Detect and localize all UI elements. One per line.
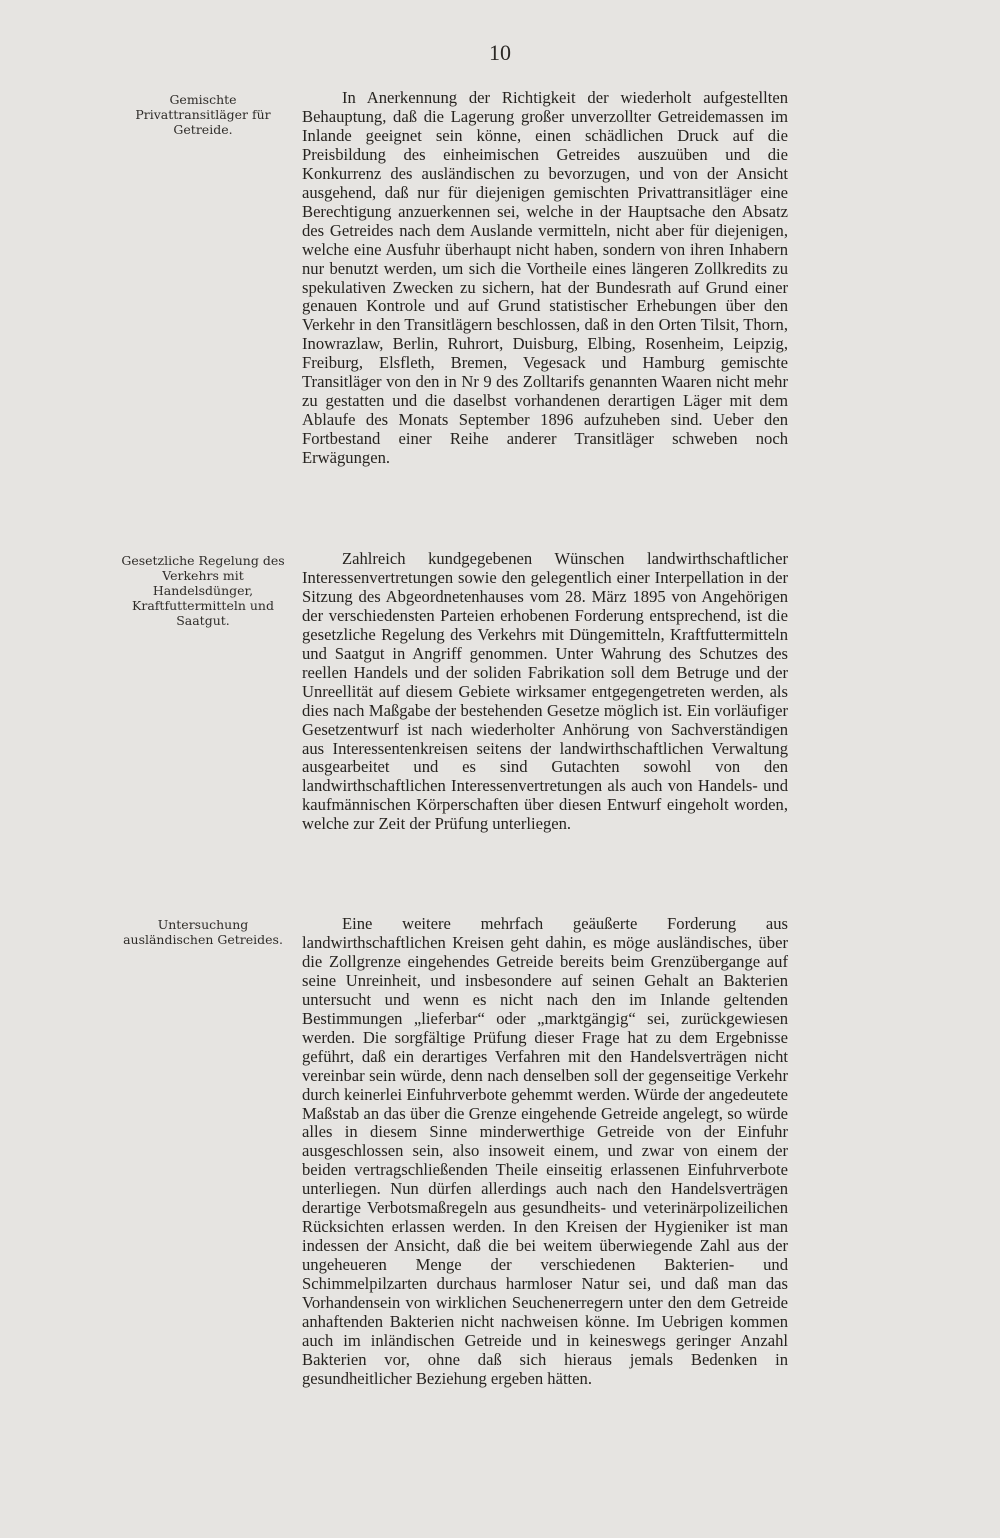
paragraph-text: Eine weitere mehrfach geäußerte Forderung aus landwirthschaftlichen Kreisen geht dahin, es möge ausländisches, über die Zollgrenze eingehendes Getreide bereits beim Grenzübergange auf seine Unreinheit, und insbesondere auf seinen Gehalt an Bakterien untersucht und wenn es nicht nach den im Inlande geltenden Bestimmungen „lieferbar“ oder „marktgängig“ sei, zurückgewiesen werden. Die sorgfältige Prüfung dieser Frage hat zu dem Ergebnisse geführt, daß ein derartiges Verfahren mit den Handelsverträgen nicht vereinbar sein würde, denn nach denselben soll der gegenseitige Verkehr durch keinerlei Einfuhrverbote gehemmt werden. Würde der angedeutete Maßstab an das über die Grenze eingehende Getreide angelegt, so würde alles in diesem Sinne minderwerthige Getreide von der Einfuhr ausgeschlossen sein, also insoweit einem, und zwar von einem der beiden vertragschließenden Theile einseitig erlassenen Einfuhrverbote unterliegen. Nun dürfen allerdings auch nach den Handelsverträgen derartige Verbotsmaßregeln aus gesundheits- und veterinärpolizeilichen Rücksichten erlassen werden. In den Kreisen der Hygieniker ist man indessen der Ansicht, daß die bei weitem überwiegende Zahl aus der ungeheueren Menge der verschiedenen Bakterien- und Schimmelpilzarten durchaus harmloser Natur sei, und daß man das Vorhandensein von wirklichen Seuchenerregern unter den dem Getreide anhaftenden Bakterien nicht nachweisen könne. Im Uebrigen kommen auch im inländischen Getreide und in keineswegs geringer Anzahl Bakterien vor, ohne daß sich hieraus jemals Bedenken in gesundheitlicher Beziehung ergeben hätten.: [302, 914, 788, 1388]
page-number: 10: [489, 40, 511, 65]
paragraph-fertilizer-regulation: [302, 550, 788, 834]
paragraph-text: In Anerkennung der Richtigkeit der wiederholt aufgestellten Behauptung, daß die Lagerung großer unverzollter Getreidemassen im Inlande geeignet sein könne, einen schädlichen Druck auf die Preisbildung des einheimischen Getreides auszuüben und die Konkurrenz des ausländischen zu bevorzugen, und von der Ansicht ausgehend, daß nur für diejenigen gemischten Privattransitläger eine Berechtigung anzuerkennen sei, welche in der Hauptsache den Absatz des Getreides nach dem Auslande vermitteln, nicht aber für diejenigen, welche eine Ausfuhr überhaupt nicht haben, sondern von ihren Inhabern nur benutzt werden, um sich die Vortheile eines längeren Zollkredits zu spekulativen Zwecken zu sichern, hat der Bundesrath auf Grund einer genauen Kontrole und auf Grund statistischer Erhebungen über den Verkehr in den Transitlägern beschlossen, daß in den Orten Tilsit, Thorn, Inowrazlaw, Berlin, Ruhrort, Duisburg, Elbing, Rosenheim, Leipzig, Freiburg, Elsfleth, Bremen, Vegesack und Hamburg gemischte Transitläger von den in Nr 9 des Zolltarifs genannten Waaren nicht mehr zu gestatten und die daselbst vorhandenen derartigen Läger mit dem Ablaufe des Monats September 1896 aufzuheben sind. Ueber den Fortbestand einer Reihe anderer Transitläger schweben noch Erwägungen.: [302, 88, 788, 468]
marginal-note-fertilizer-regulation: Gesetzliche Regelung des Verkehrs mit Handelsdünger, Kraftfuttermitteln und Saatgut.: [121, 553, 285, 628]
marginal-note-grain-inspection: Untersuchung ausländischen Getreides.: [123, 917, 283, 947]
marginal-note-transit-warehouses: Gemischte Privattransitläger für Getreide.: [135, 92, 271, 137]
paragraph-text: Zahlreich kundgegebenen Wünschen landwirthschaftlicher Interessenvertretungen sowie den gelegentlich einer Interpellation in der Sitzung des Abgeordnetenhauses vom 28. März 1895 von Angehörigen der verschiedensten Parteien erhobenen Forderung entsprechend, ist die gesetzliche Regelung des Verkehrs mit Düngemitteln, Kraftfuttermitteln und Saatgut in Angriff genommen. Unter Wahrung des Schutzes des reellen Handels und der soliden Fabrikation soll dem Betruge und der Unreellität auf diesem Gebiete wirksamer entgegengetreten werden, als dies nach Maßgabe der bestehenden Gesetze möglich ist. Ein vorläufiger Gesetzentwurf ist nach wiederholter Anhörung von Sachverständigen aus Interessentenkreisen seitens der landwirthschaftlichen Verwaltung ausgearbeitet und es sind Gutachten sowohl von den landwirthschaftlichen Interessenvertretungen als auch von Handels- und kaufmännischen Körperschaften über diesen Entwurf eingeholt worden, welche zur Zeit der Prüfung unterliegen.: [302, 549, 788, 834]
paragraph-transit-warehouses: [302, 89, 788, 468]
paragraph-grain-inspection: [302, 915, 788, 1389]
